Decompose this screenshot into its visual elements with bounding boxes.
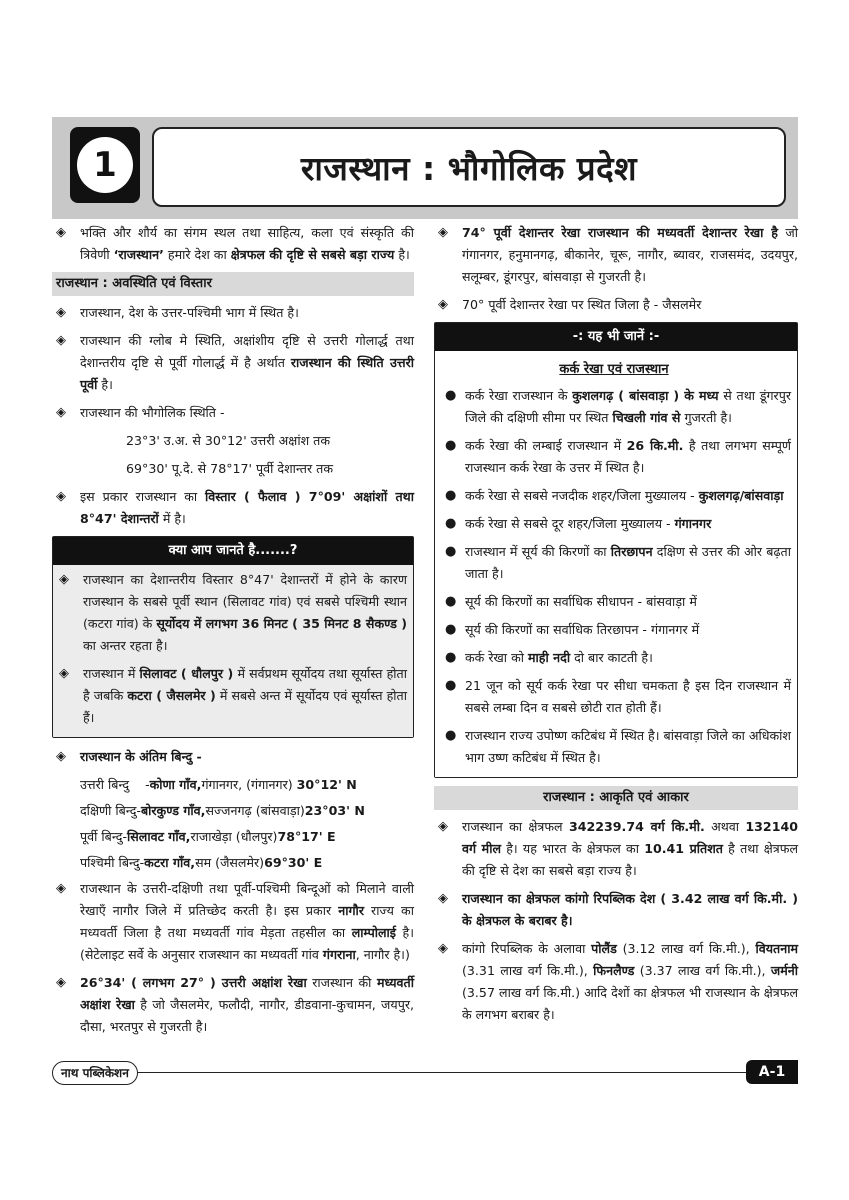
tropic-fact: ● राजस्थान राज्य उपोष्ण कटिबंध में स्थित है। बांसवाड़ा जिले का अधिकांश भाग उष्ण कटिबंध में स्थित है। [437,725,791,769]
extreme-points-list [52,774,414,874]
extreme-point-north: उत्तरी बिन्दु - कोणा गाँव, गंगानगर, (गंगानगर) 30°12' N [80,777,357,792]
paragraph-location: ◈ राजस्थान, देश के उत्तर-पश्चिमी भाग में स्थित है। [52,302,414,324]
paragraph-extent: ◈ इस प्रकार राजस्थान का विस्तार ( फैलाव ) 7°09' अक्षांशों तथा 8°47' देशान्तरों में है। [52,486,414,530]
tropic-fact: ● कर्क रेखा राजस्थान के कुशलगढ़ ( बांसवाड़ा ) के मध्य से तथा डूंगरपुर जिले की दक्षिणी सीमा पर स्थित चिखली गांव से गुजरती है। [437,385,791,429]
did-you-know-title: क्या आप जानते है.......? [53,537,413,565]
chapter-number: 1 [77,137,133,193]
extreme-points-heading: ◈ राजस्थान के अंतिम बिन्दु - [52,746,414,768]
filled-dot-icon: ● [445,650,457,665]
diamond-dot-icon: ◈ [56,881,66,896]
paragraph-congo-comparison: ◈ राजस्थान का क्षेत्रफल कांगो रिपब्लिक देश ( 3.42 लाख वर्ग कि.मी. ) के क्षेत्रफल के बराबर है। [434,888,798,932]
filled-dot-icon: ● [445,488,457,503]
tropic-fact: ● सूर्य की किरणों का सर्वाधिक सीधापन - बांसवाड़ा में [437,591,791,613]
diamond-dot-icon: ◈ [56,405,66,420]
paragraph-central-district: ◈ राजस्थान के उत्तरी-दक्षिणी तथा पूर्वी-पश्चिमी बिन्दूओं को मिलाने वाली रेखाएँ नागौर जिले में प्रतिच्छेद करती है। इस प्रकार नागौर राज्य का मध्यवर्ती जिला है तथा मध्यवर्ती गांव मेड़ता तहसील का लाम्पोलाई है। (सेटेलाइट सर्वे के अनुसार राजस्थान का मध्यवर्ती गांव गंगराना, नागौर है।) [52,878,414,966]
tropic-fact: ● राजस्थान में सूर्य की किरणों का तिरछापन दक्षिण से उत्तर की ओर बढ़ता जाता है। [437,541,791,585]
tropic-fact: ● 21 जून को सूर्य कर्क रेखा पर सीधा चमकता है इस दिन राजस्थान में सबसे लम्बा दिन व सबसे छोटी रात होती हैं। [437,675,791,719]
also-know-title: -: यह भी जानें :- [435,323,797,351]
longitude-range: 69°30' पू.दे. से 78°17' पूर्वी देशान्तर तक [126,461,333,476]
diamond-dot-icon: ◈ [59,666,69,681]
paragraph-globe-position: ◈ राजस्थान की ग्लोब मे स्थिति, अक्षांशीय दृष्टि से उत्तरी गोलार्द्ध तथा देशान्तरीय दृष्टि से पूर्वी गोलार्द्ध में है अर्थात राजस्थान की स्थिति उत्तरी पूर्वी है। [52,330,414,396]
page-number: A-1 [746,1060,798,1084]
also-know-subtitle: कर्क रेखा एवं राजस्थान [559,362,669,377]
diamond-dot-icon: ◈ [438,225,448,240]
also-know-body [435,351,797,777]
paragraph-area: ◈ राजस्थान का क्षेत्रफल 342239.74 वर्ग कि.मी. अथवा 132140 वर्ग मील है। यह भारत के क्षेत्रफल का 10.41 प्रतिशत है तथा क्षेत्रफल की दृष्टि से देश का सबसे बड़ा राज्य है। [434,816,798,882]
paragraph-central-longitude: ◈ 74° पूर्वी देशान्तर रेखा राजस्थान की मध्यवर्ती देशान्तर रेखा है जो गंगानगर, हनुमानगढ़, बीकानेर, चूरू, नागौर, ब्यावर, राजसमंद, उदयपुर, सलूम्बर, डूंगरपुर, बांसवाड़ा से गुजरती है। [434,222,798,288]
filled-dot-icon: ● [445,438,457,453]
paragraph-central-latitude: ◈ 26°34' ( लगभग 27° ) उत्तरी अक्षांश रेखा राजस्थान की मध्यवर्ती अक्षांश रेखा है जो जैसलमेर, फलौदी, नागौर, डीडवाना-कुचामन, जयपुर, दौसा, भरतपुर से गुजरती है। [52,972,414,1038]
filled-dot-icon: ● [445,544,457,559]
chapter-title: राजस्थान : भौगोलिक प्रदेश [300,148,638,188]
filled-dot-icon: ● [445,516,457,531]
diamond-dot-icon: ◈ [56,225,66,240]
intro-paragraph: ◈ भक्ति और शौर्य का संगम स्थल तथा साहित्य, कला एवं संस्कृति की त्रिवेणी ‘राजस्थान’ हमारे देश का क्षेत्रफल की दृष्टि से सबसे बड़ा राज्य है। [52,222,414,266]
diamond-dot-icon: ◈ [56,749,66,764]
did-you-know-item: ◈ राजस्थान में सिलावट ( धौलपुर ) में सर्वप्रथम सूर्योदय तथा सूर्यास्त होता है जबकि कटरा ( जैसलमेर ) में सबसे अन्त में सूर्योदय एवं सूर्यास्त होता हैं। [55,663,407,729]
diamond-dot-icon: ◈ [56,975,66,990]
tropic-fact: ● कर्क रेखा को माही नदी दो बार काटती है। [437,647,791,669]
footer-divider [52,1072,798,1073]
latitude-range: 23°3' उ.अ. से 30°12' उत्तरी अक्षांश तक [126,433,331,448]
diamond-dot-icon: ◈ [56,333,66,348]
section-heading-location: राजस्थान : अवस्थिति एवं विस्तार [52,272,414,296]
did-you-know-body [53,565,413,737]
diamond-dot-icon: ◈ [438,819,448,834]
diamond-dot-icon: ◈ [59,572,69,587]
publisher-name: नाथ पब्लिकेशन [52,1061,138,1085]
chapter-number-box [70,127,140,203]
tropic-fact: ● कर्क रेखा से सबसे दूर शहर/जिला मुख्यालय - गंगानगर [437,513,791,535]
diamond-dot-icon: ◈ [56,489,66,504]
filled-dot-icon: ● [445,388,457,403]
left-column [52,222,414,1044]
diamond-dot-icon: ◈ [438,941,448,956]
right-column [434,222,798,1032]
filled-dot-icon: ● [445,594,457,609]
section-heading-shape: राजस्थान : आकृति एवं आकार [434,786,798,810]
also-know-box [434,322,798,778]
diamond-dot-icon: ◈ [56,305,66,320]
filled-dot-icon: ● [445,728,457,743]
diamond-dot-icon: ◈ [438,891,448,906]
paragraph-other-countries: ◈ कांगो रिपब्लिक के अलावा पोलैंड (3.12 लाख वर्ग कि.मी.), वियतनाम (3.31 लाख वर्ग कि.मी.), फिनलैण्ड (3.37 लाख वर्ग कि.मी.), जर्मनी (3.57 लाख वर्ग कि.मी.) आदि देशों का क्षेत्रफल भी राजस्थान के क्षेत्रफल के लगभग बराबर है। [434,938,798,1026]
tropic-fact: ● सूर्य की किरणों का सर्वाधिक तिरछापन - गंगानगर में [437,619,791,641]
paragraph-70-longitude: ◈ 70° पूर्वी देशान्तर रेखा पर स्थित जिला है - जैसलमेर [434,294,798,316]
filled-dot-icon: ● [445,622,457,637]
diamond-dot-icon: ◈ [438,297,448,312]
tropic-fact: ● कर्क रेखा की लम्बाई राजस्थान में 26 कि.मी. है तथा लगभग सम्पूर्ण राजस्थान कर्क रेखा के उत्तर में स्थित है। [437,435,791,479]
paragraph-geo-position: ◈ राजस्थान की भौगोलिक स्थिति - [52,402,414,424]
tropic-fact: ● कर्क रेखा से सबसे नजदीक शहर/जिला मुख्यालय - कुशलगढ़/बांसवाड़ा [437,485,791,507]
did-you-know-item: ◈ राजस्थान का देशान्तरीय विस्तार 8°47' देशान्तरों में होने के कारण राजस्थान के सबसे पूर्वी स्थान (सिलावट गांव) एवं सबसे पश्चिमी स्थान (कटरा गांव) के सूर्योदय में लगभग 36 मिनट ( 35 मिनट 8 सैकण्ड ) का अन्तर रहता है। [55,569,407,657]
extreme-point-west: पश्चिमी बिन्दु - कटरा गाँव, सम (जैसलमेर) 69°30' E [80,855,323,870]
extreme-point-east: पूर्वी बिन्दु - सिलावट गाँव, राजाखेड़ा (धौलपुर) 78°17' E [80,829,336,844]
did-you-know-box [52,536,414,738]
filled-dot-icon: ● [445,678,457,693]
chapter-title-box [152,127,786,207]
extreme-point-south: दक्षिणी बिन्दु - बोरकुण्ड गाँव, सज्जनगढ़ (बांसवाड़ा) 23°03' N [80,803,365,818]
